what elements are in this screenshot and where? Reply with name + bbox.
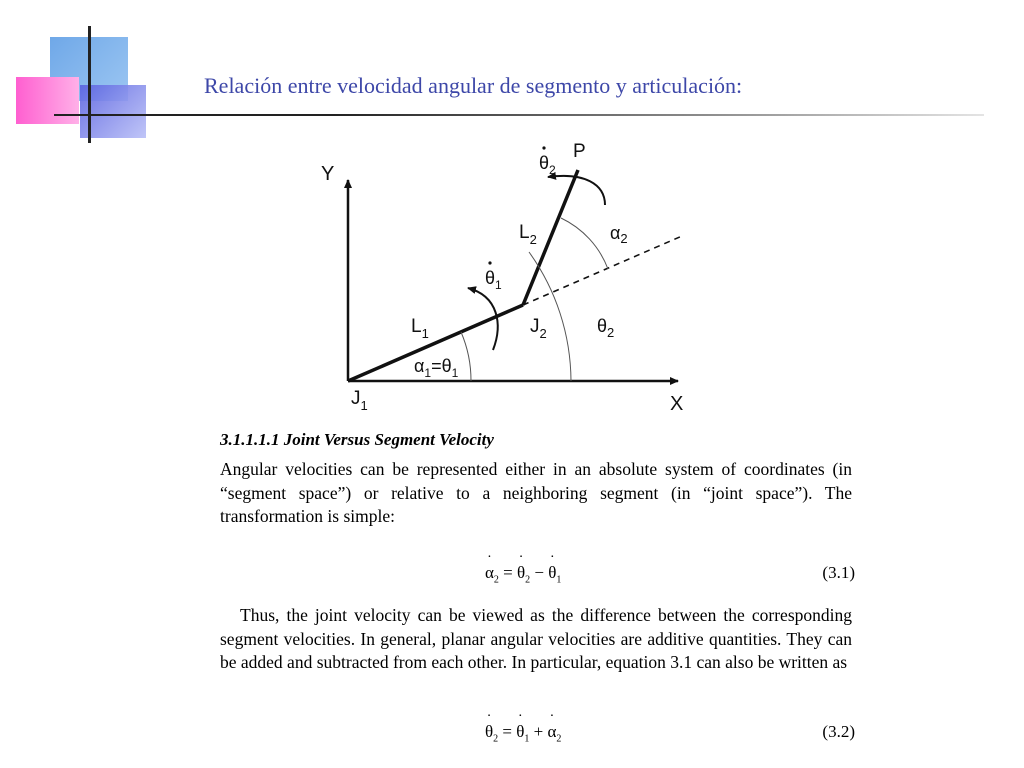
theta2-dot-mark <box>542 146 545 149</box>
equation-3-1-expression: ˙ $\alpha_2$ = ˙ $\theta_2$ − ˙ $\theta_1$ <box>485 563 561 585</box>
decorative-pink-square <box>16 77 79 124</box>
theta2-rotation-arrow <box>548 176 605 205</box>
book-excerpt-continued <box>220 604 852 675</box>
theta2-label: $\theta_2$ <box>597 316 615 340</box>
l1-label: $L_1$ <box>411 316 429 341</box>
y-axis-label: Y <box>321 163 335 185</box>
joint-segment-diagram <box>280 132 710 422</box>
theta1-dot-label: $\theta_1$ <box>485 268 502 292</box>
l2-label: $L_2$ <box>519 222 537 247</box>
paragraph-2: Thus, the joint velocity can be viewed as the difference between the corresponding segment velocities. In general, planar angular velocities are additive quantities. They can be added and subtracted from each other. In particular, equation 3.1 can also be written as <box>220 605 852 672</box>
equation-3-2 <box>485 722 855 746</box>
alpha1-arc <box>461 332 471 381</box>
equation-3-1 <box>485 563 855 587</box>
slide-title: Relación entre velocidad angular de segmento y articulación: <box>204 73 743 98</box>
alpha2-label: $\alpha_2$ <box>610 223 628 246</box>
equation-3-2-expression: ˙ $\theta_2$ = ˙ $\theta_1$ + ˙ $\alpha_2$ <box>485 722 561 744</box>
equation-3-2-number: (3.2) <box>822 722 855 741</box>
paragraph-1: Angular velocities can be represented either in an absolute system of coordinates (in “segment space”) or relative to a neighboring segment (in “joint space”). The transformation is simple: <box>220 459 852 526</box>
alpha1-equals-theta1-label: $\alpha_1=\theta_1$ <box>414 356 459 380</box>
book-excerpt <box>220 430 852 529</box>
theta1-dot-mark <box>488 261 491 264</box>
point-p-label: P <box>573 141 586 162</box>
j1-label: $J_1$ <box>351 388 368 413</box>
alpha2-arc <box>561 218 608 269</box>
section-heading: 3.1.1.1.1 Joint Versus Segment Velocity <box>220 430 494 449</box>
x-axis-label: X <box>670 393 684 415</box>
decorative-vertical-line <box>88 26 91 143</box>
j2-label: $J_2$ <box>530 316 547 341</box>
title-underline <box>54 114 984 116</box>
equation-3-1-number: (3.1) <box>822 563 855 582</box>
theta2-dot-label: $\theta_2$ <box>539 153 556 177</box>
